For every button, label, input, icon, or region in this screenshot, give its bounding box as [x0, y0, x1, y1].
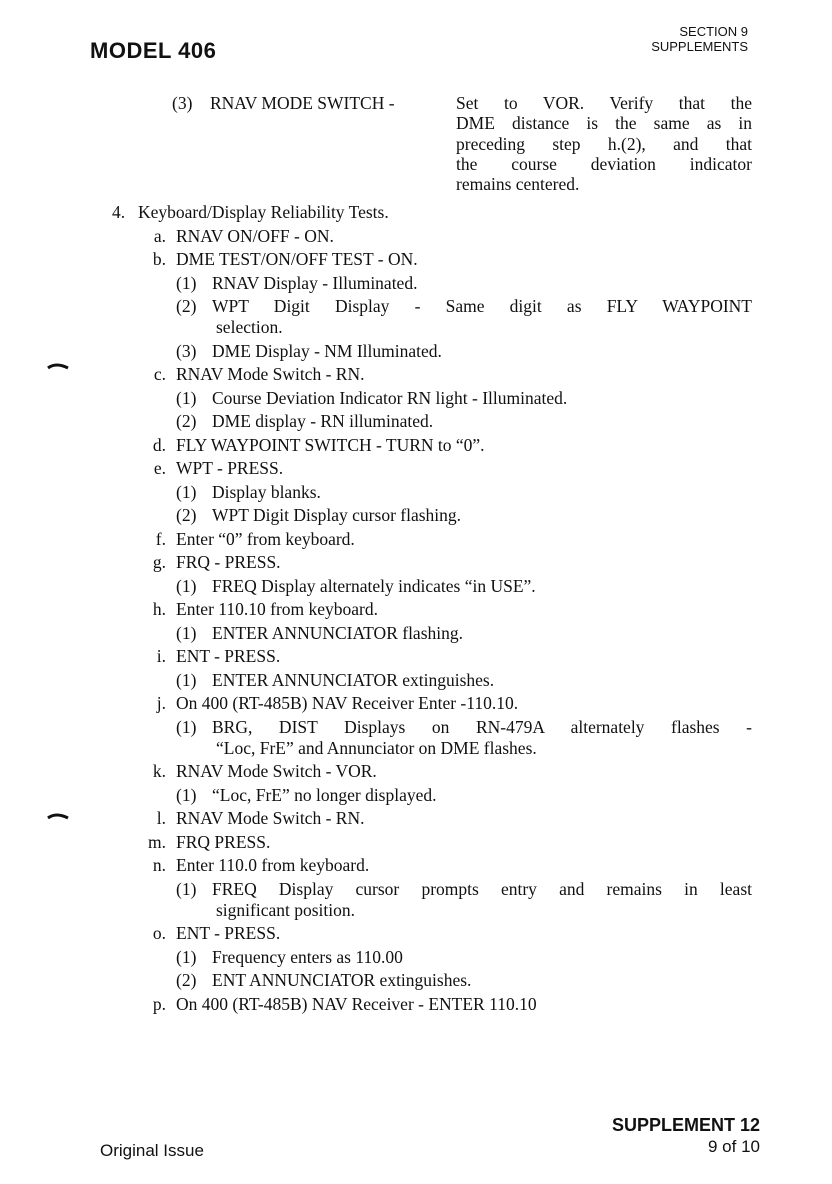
list-item-text: Enter 110.10 from keyboard. — [176, 599, 379, 619]
list-item-text: FLY WAYPOINT SWITCH - TURN to “0”. — [176, 434, 485, 455]
sub-item-text: ENTER ANNUNCIATOR flashing. — [212, 622, 463, 643]
sub-item-label: (1) — [176, 784, 197, 805]
list-item-text: RNAV Mode Switch - RN. — [176, 808, 365, 828]
list-item-label: f. — [155, 528, 166, 549]
sub-item-label: (1) — [176, 669, 197, 690]
list-item-text: On 400 (RT-485B) NAV Receiver - ENTER 110.10 — [176, 993, 537, 1014]
list-item-label: c. — [153, 364, 166, 384]
sub-item-text: ENT ANNUNCIATOR extinguishes. — [212, 970, 472, 990]
change-bar-mark — [46, 812, 70, 820]
step-label: (3) — [172, 93, 193, 113]
footer-issue: Original Issue — [100, 1141, 204, 1160]
list-item-text: DME TEST/ON/OFF TEST - ON. — [176, 249, 418, 269]
sub-item-text: WPT Digit Display cursor flashing. — [212, 505, 462, 525]
list-item-text: On 400 (RT-485B) NAV Receiver Enter -110.10. — [176, 693, 519, 713]
list-item-text: Enter 110.0 from keyboard. — [176, 855, 370, 875]
sub-item-label: (1) — [176, 272, 197, 293]
sub-item-text: DME Display - NM Illuminated. — [212, 340, 442, 361]
list-item-number: 4. — [112, 202, 126, 222]
sub-item-label: (2) — [176, 296, 197, 316]
list-item-label: g. — [152, 552, 166, 572]
sub-item-label: (2) — [176, 505, 197, 525]
list-item-label: m. — [148, 831, 166, 852]
section-number: SECTION 9 — [679, 24, 748, 39]
step-text-line: preceding step h.(2), and that — [456, 133, 752, 154]
list-item-label: i. — [156, 646, 166, 666]
sub-item-label: (1) — [176, 878, 197, 899]
list-item-text: Enter “0” from keyboard. — [176, 528, 355, 549]
sub-item-text: “Loc, FrE” no longer displayed. — [212, 784, 437, 805]
list-item-label: l. — [156, 808, 166, 828]
sub-item-text: selection. — [216, 317, 283, 337]
page-number: 9 of 10 — [708, 1137, 760, 1156]
sub-item-text: DME display - RN illuminated. — [212, 411, 434, 431]
list-item-text: FRQ PRESS. — [176, 831, 271, 852]
sub-item-text: “Loc, FrE” and Annunciator on DME flashes. — [216, 737, 537, 758]
list-item-text: RNAV Mode Switch - VOR. — [176, 761, 377, 781]
list-item-label: k. — [152, 761, 166, 781]
sub-item-text: WPT Digit Display - Same digit as FLY WAYPOINT — [212, 296, 752, 316]
model-title: MODEL 406 — [90, 38, 217, 63]
step-text-line: DME distance is the same as in — [456, 113, 752, 134]
supplement-number: SUPPLEMENT 12 — [611, 1115, 760, 1135]
list-item-label: p. — [152, 993, 166, 1014]
section-subtitle: SUPPLEMENTS — [651, 39, 748, 54]
sub-item-text: Frequency enters as 110.00 — [212, 946, 403, 967]
sub-item-label: (1) — [176, 622, 197, 643]
sub-item-label: (1) — [176, 481, 197, 502]
sub-item-text: FREQ Display cursor prompts entry and remains in least — [212, 878, 752, 899]
step-text: RNAV MODE SWITCH - — [210, 93, 395, 113]
sub-item-label: (1) — [176, 716, 197, 737]
sub-item-text: RNAV Display - Illuminated. — [212, 272, 418, 293]
sub-item-text: Course Deviation Indicator RN light - Illuminated. — [212, 387, 568, 408]
list-item-label: h. — [152, 599, 166, 619]
sub-item-text: Display blanks. — [212, 481, 321, 502]
sub-item-text: significant position. — [216, 899, 356, 920]
step-text-line: Set to VOR. Verify that the — [456, 93, 752, 113]
list-item-text: ENT - PRESS. — [176, 646, 281, 666]
list-item-label: e. — [153, 458, 166, 478]
sub-item-label: (3) — [176, 340, 197, 361]
step-text-line: remains centered. — [456, 174, 580, 195]
sub-item-label: (2) — [176, 970, 197, 990]
list-item-text: RNAV ON/OFF - ON. — [176, 225, 334, 246]
list-item-label: o. — [152, 923, 166, 943]
list-item-text: WPT - PRESS. — [176, 458, 284, 478]
list-item-text: RNAV Mode Switch - RN. — [176, 364, 365, 384]
sub-item-label: (1) — [176, 575, 197, 596]
list-item-label: j. — [156, 693, 166, 713]
change-bar-mark — [46, 362, 70, 370]
list-item-label: a. — [153, 225, 166, 246]
list-item-label: n. — [152, 855, 166, 875]
step-text-line: the course deviation indicator — [456, 153, 752, 174]
list-item-text: FRQ - PRESS. — [176, 552, 281, 572]
list-item-label: b. — [152, 249, 166, 269]
sub-item-text: ENTER ANNUNCIATOR extinguishes. — [212, 669, 495, 690]
sub-item-label: (1) — [176, 946, 197, 967]
list-item-text: ENT - PRESS. — [176, 923, 281, 943]
sub-item-label: (1) — [176, 387, 197, 408]
list-item-label: d. — [152, 434, 166, 455]
list-item-heading: Keyboard/Display Reliability Tests. — [138, 202, 389, 222]
footer-supplement — [612, 1115, 760, 1157]
section-header — [651, 24, 748, 54]
sub-item-text: FREQ Display alternately indicates “in USE”. — [212, 575, 536, 596]
sub-item-label: (2) — [176, 411, 197, 431]
sub-item-text: BRG, DIST Displays on RN-479A alternately flashes - — [212, 716, 752, 737]
